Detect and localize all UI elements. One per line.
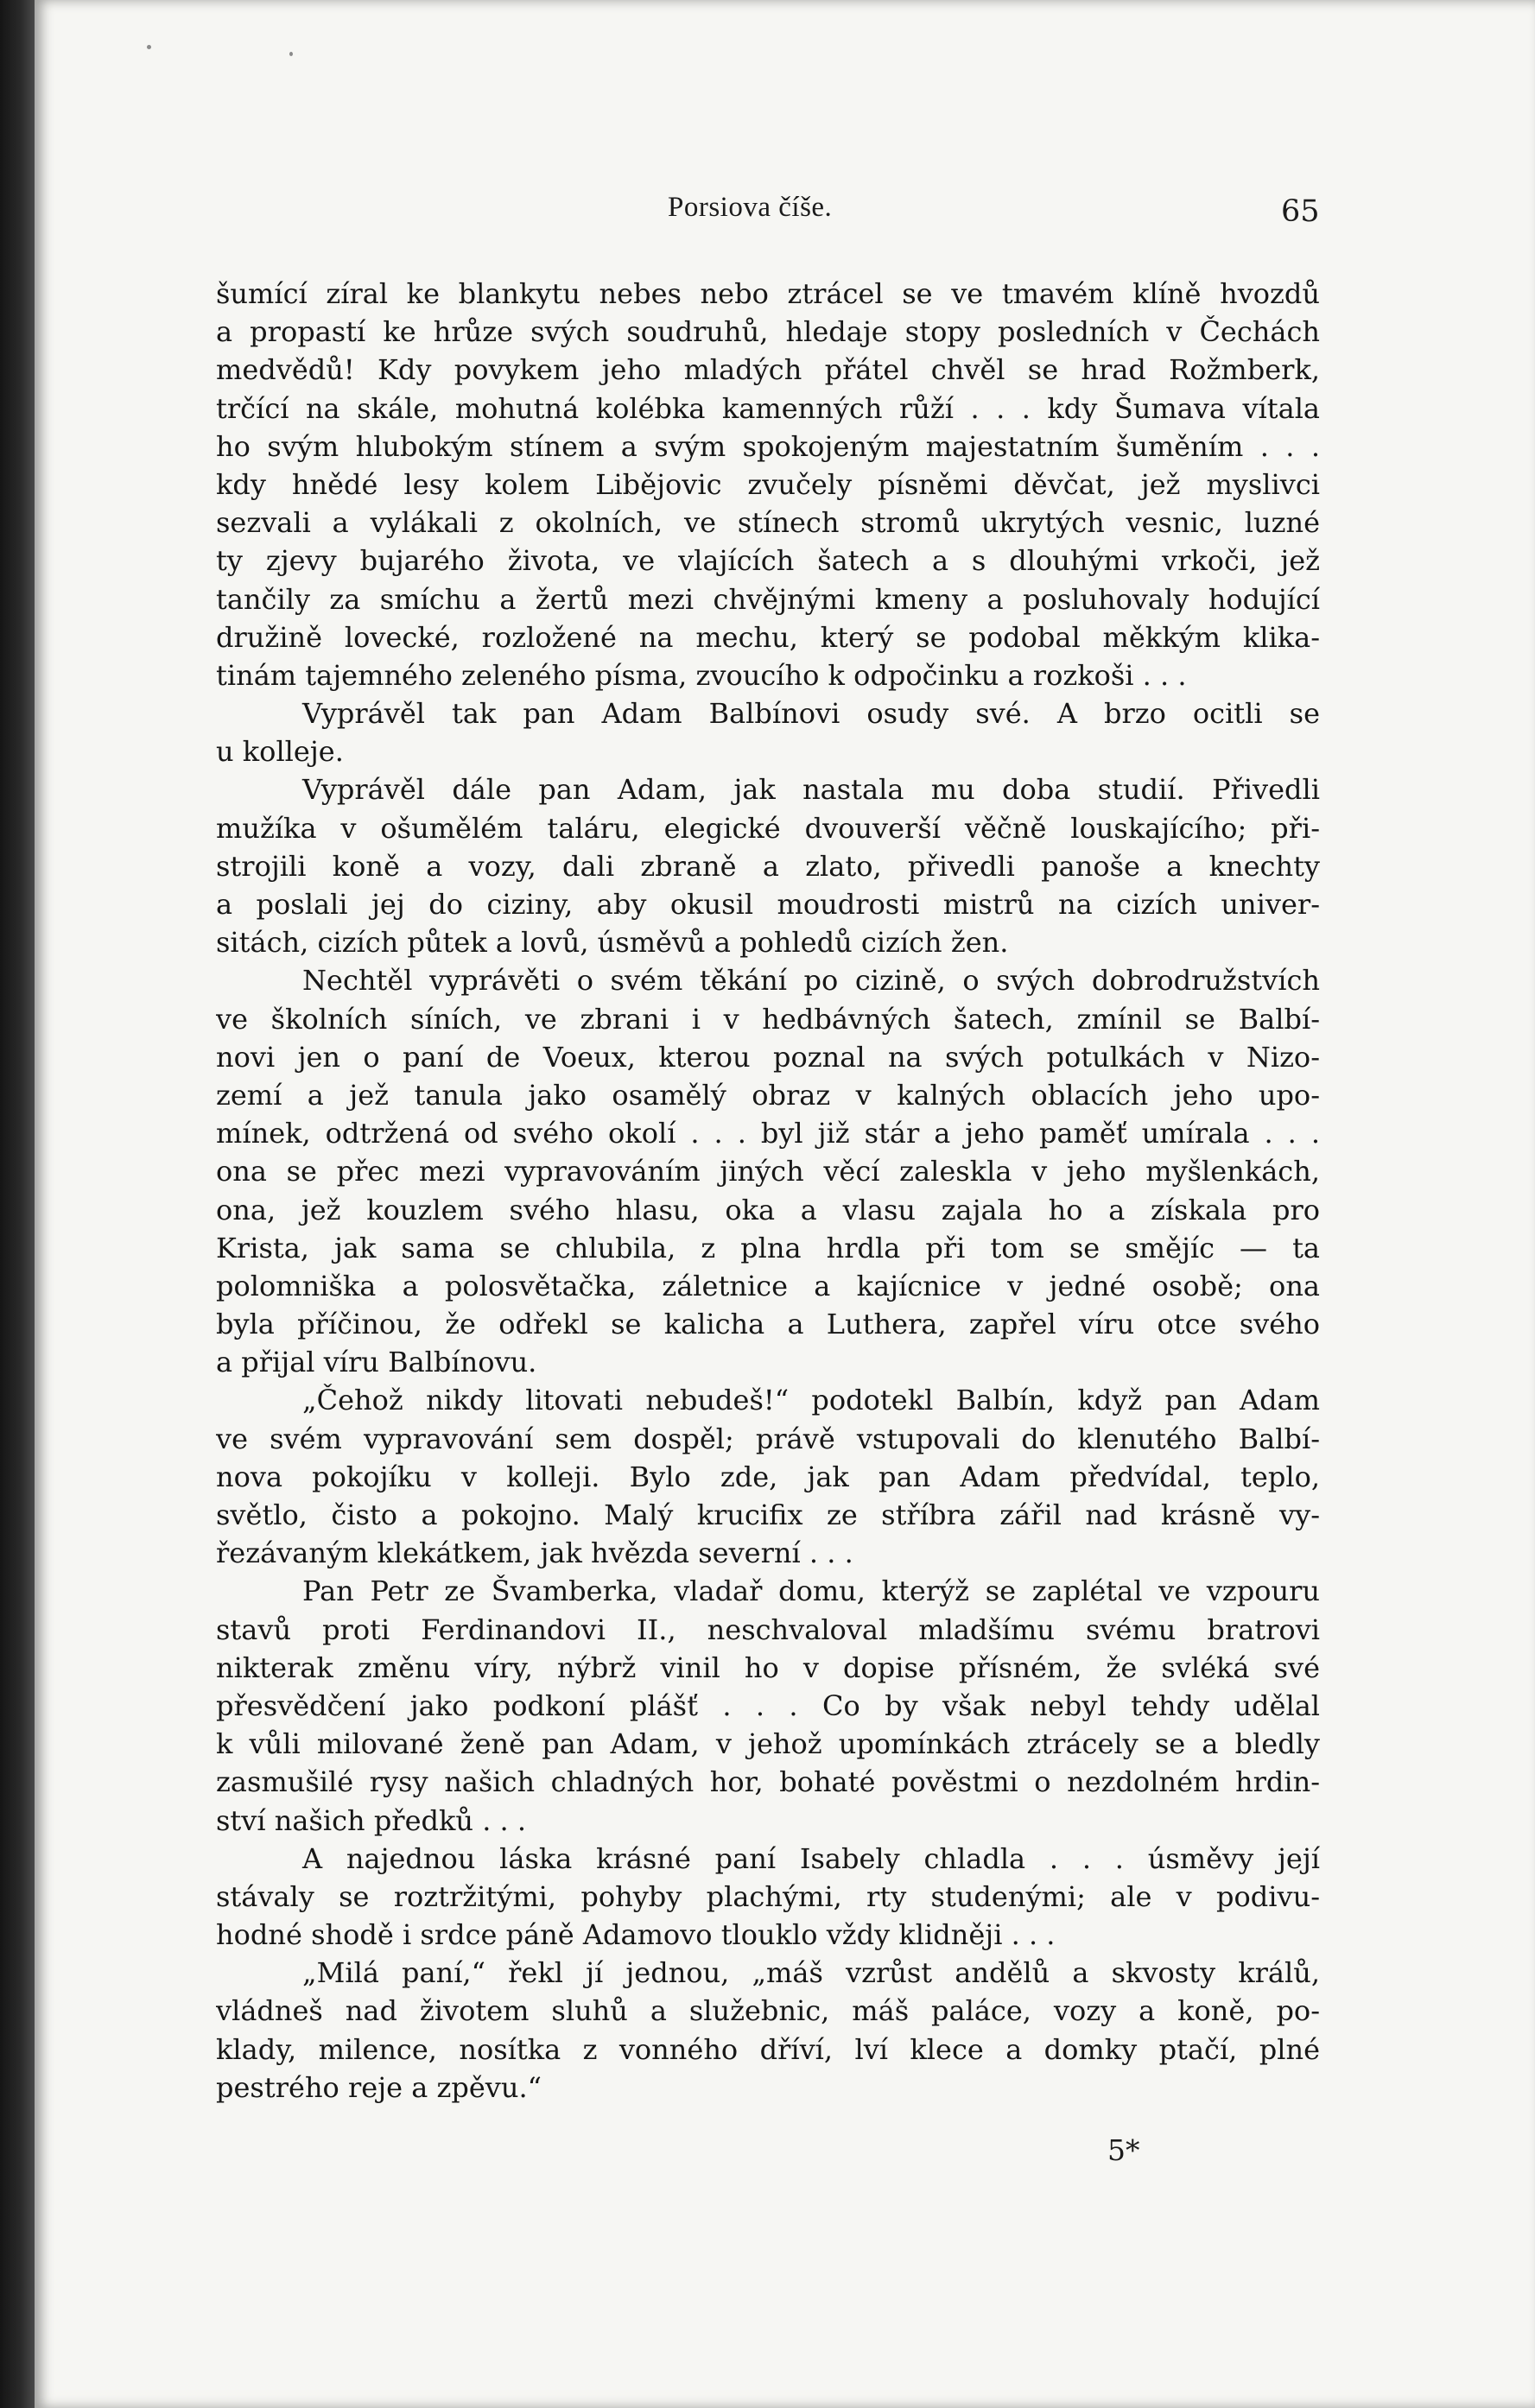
text-line: tančily za smíchu a žertů mezi chvějnými kmeny a posluhovaly hodující — [216, 582, 1320, 616]
printer-signature-mark: 5* — [1107, 2133, 1140, 2167]
text-line: zasmušilé rysy našich chladných hor, bohaté pověstmi o nezdolném hrdin- — [216, 1765, 1320, 1799]
text-line: polomniška a polosvětačka, záletnice a kajícnice v jedné osobě; ona — [216, 1269, 1320, 1302]
text-line: ty zjevy bujarého života, ve vlajících šatech a s dlouhými vrkoči, jež — [216, 544, 1320, 578]
text-line: a propastí ke hrůze svých soudruhů, hledaje stopy posledních v Čechách — [216, 315, 1320, 349]
body-text — [216, 275, 1320, 2107]
text-line: kdy hnědé lesy kolem Libějovic zvučely písněmi děvčat, jež myslivci — [216, 467, 1320, 501]
text-line: sezvali a vylákali z okolních, ve stínech stromů ukrytých vesnic, luzné — [216, 506, 1320, 540]
paper-speck — [147, 45, 151, 49]
text-line: k vůli milované ženě pan Adam, v jehož upomínkách ztrácely se a bledly — [216, 1727, 1320, 1761]
text-line: stavů proti Ferdinandovi II., neschvaloval mladšímu svému bratrovi — [216, 1613, 1320, 1646]
text-line: ho svým hlubokým stínem a svým spokojeným majestatním šuměním . . . — [216, 429, 1320, 463]
text-line: medvědů! Kdy povykem jeho mladých přátel chvěl se hrad Rožmberk, — [216, 353, 1320, 387]
text-line: Pan Petr ze Švamberka, vladař domu, kterýž se zaplétal ve vzpouru — [302, 1575, 1320, 1608]
text-line: nova pokojíku v kolleji. Bylo zde, jak pan Adam předvídal, teplo, — [216, 1460, 1320, 1493]
text-line: klady, milence, nosítka z vonného dříví, lví klece a domky ptačí, plné — [216, 2032, 1320, 2066]
text-line: Nechtěl vyprávěti o svém těkání po cizině, o svých dobrodružstvích — [302, 964, 1320, 998]
text-line: a poslali jej do ciziny, aby okusil moudrosti mistrů na cizích univer- — [216, 888, 1320, 921]
text-line: „Čehož nikdy litovati nebudeš!“ podotekl Balbín, když pan Adam — [302, 1384, 1320, 1417]
text-line: a přijal víru Balbínovu. — [216, 1346, 537, 1379]
text-line: ve svém vypravování sem dospěl; právě vstupovali do klenutého Balbí- — [216, 1422, 1320, 1455]
text-line: Krista, jak sama se chlubila, z plna hrdla při tom se smějíc — ta — [216, 1231, 1320, 1264]
book-spine-shadow — [0, 0, 35, 2408]
text-line: hodné shodě i srdce páně Adamovo tlouklo vždy klidněji . . . — [216, 1918, 1056, 1952]
text-line: novi jen o paní de Voeux, kterou poznal na svých potulkách v Nizo- — [216, 1040, 1320, 1074]
text-line: trčící na skále, mohutná kolébka kamenných růží . . . kdy Šumava vítala — [216, 391, 1320, 425]
text-line: tinám tajemného zeleného písma, zvoucího k odpočinku a rozkoši . . . — [216, 658, 1187, 692]
text-line: ona se přec mezi vypravováním jiných věcí zaleskla v jeho myšlenkách, — [216, 1155, 1320, 1188]
text-line: sitách, cizích půtek a lovů, úsměvů a pohledů cizích žen. — [216, 926, 1009, 960]
text-line: stávaly se roztržitými, pohyby plachými, rty studenými; ale v podivu- — [216, 1879, 1320, 1913]
running-header-title: Porsiova číše. — [668, 192, 833, 223]
text-line: pestrého reje a zpěvu.“ — [216, 2070, 542, 2104]
text-line: ve školních síních, ve zbrani i v hedbávných šatech, zmínil se Balbí- — [216, 1002, 1320, 1036]
book-page — [35, 0, 1535, 2408]
text-line: „Milá paní,“ řekl jí jednou, „máš vzrůst andělů a skvosty králů, — [302, 1956, 1320, 1990]
text-line: mínek, odtržená od svého okolí . . . byl již stár a jeho paměť umírala . . . — [216, 1117, 1320, 1150]
text-line: družině lovecké, rozložené na mechu, který se podobal měkkým klika- — [216, 620, 1320, 654]
text-line: mužíka v ošumělém taláru, elegické dvouverší věčně louskajícího; při- — [216, 811, 1320, 845]
text-line: šumící zíral ke blankytu nebes nebo ztrácel se ve tmavém klíně hvozdů — [216, 277, 1320, 310]
text-line: ství našich předků . . . — [216, 1803, 527, 1837]
text-line: strojili koně a vozy, dali zbraně a zlato, přivedli panoše a knechty — [216, 849, 1320, 883]
text-line: světlo, čisto a pokojno. Malý krucifix ze stříbra zářil nad krásně vy- — [216, 1499, 1320, 1531]
text-line: u kolleje. — [216, 735, 344, 769]
text-line: Vyprávěl dále pan Adam, jak nastala mu doba studií. Přivedli — [302, 773, 1320, 807]
paper-speck — [289, 52, 293, 56]
text-line: byla příčinou, že odřekl se kalicha a Luthera, zapřel víru otce svého — [216, 1308, 1320, 1341]
text-line: zemí a jež tanula jako osamělý obraz v kalných oblacích jeho upo- — [216, 1078, 1320, 1112]
page-number: 65 — [1281, 194, 1320, 229]
text-line: vládneš nad životem sluhů a služebnic, máš paláce, vozy a koně, po- — [216, 1994, 1320, 2028]
text-line: řezávaným klekátkem, jak hvězda severní . . . — [216, 1537, 853, 1570]
text-line: nikterak změnu víry, nýbrž vinil ho v dopise přísném, že svléká své — [216, 1651, 1320, 1684]
text-line: A najednou láska krásné paní Isabely chladla . . . úsměvy její — [302, 1841, 1320, 1875]
text-line: Vyprávěl tak pan Adam Balbínovi osudy své. A brzo ocitli se — [302, 697, 1320, 731]
text-line: ona, jež kouzlem svého hlasu, oka a vlasu zajala ho a získala pro — [216, 1193, 1320, 1226]
text-line: přesvědčení jako podkoní plášť . . . Co by však nebyl tehdy udělal — [216, 1689, 1320, 1722]
